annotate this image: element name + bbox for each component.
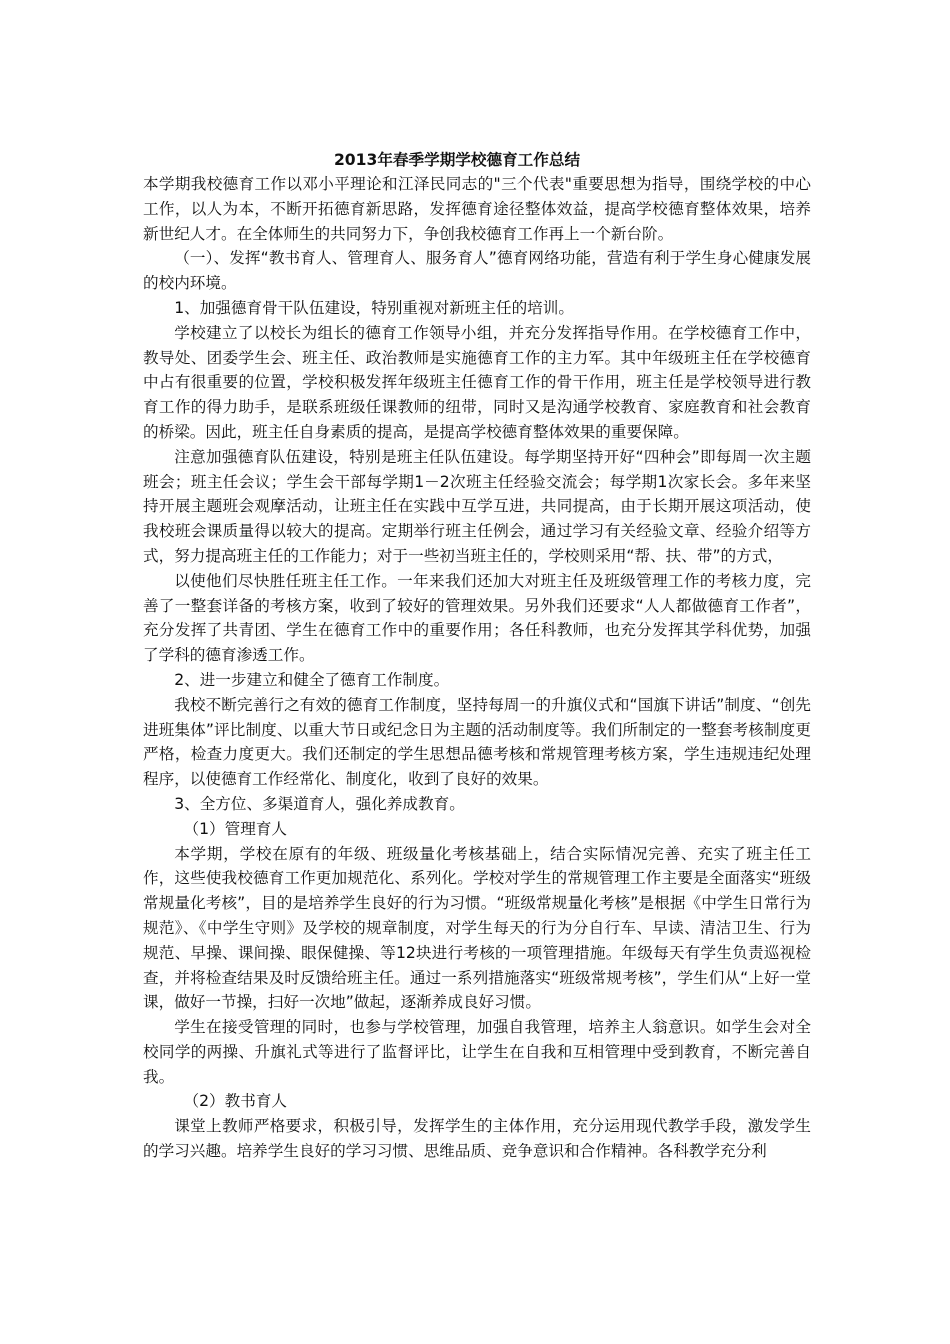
document-title: 2013年春季学期学校德育工作总结 — [333, 151, 581, 169]
subheading-3-1: （1）管理育人 — [183, 819, 288, 838]
document-body — [143, 148, 811, 1164]
paragraph-intro: 本学期我校德育工作以邓小平理论和江泽民同志的"三个代表"重要思想为指导，围绕学校的中心工作，以人为本，不断开拓德育新思路，发挥德育途径整体效益，提高学校德育整体效果，培养新世纪人才。在全体师生的共同努力下，争创我校德育工作再上一个新台阶。 — [143, 175, 811, 243]
paragraph-management: 本学期，学校在原有的年级、班级量化考核基础上，结合实际情况完善、充实了班主任工作，这些使我校德育工作更加规范化、系列化。学校对学生的常规管理工作主要是全面落实“班级常规量化考核”，目的是培养学生良好的行为习惯。“班级常规量化考核”是根据《中学生日常行为规范》、《中学生守则》及学校的规章制度，对学生每天的行为分自行车、早读、清洁卫生、行为规范、早操、课间操、眼保健操、等12块进行考核的一项管理措施。年级每天有学生负责巡视检查，并将检查结果及时反馈给班主任。通过一系列措施落实“班级常规考核”，学生们从“上好一堂课，做好一节操，扫好一次地”做起，逐渐养成良好习惯。 — [143, 844, 811, 1012]
subheading-2: 2、进一步建立和健全了德育工作制度。 — [174, 670, 450, 689]
subheading-3-2: （2）教书育人 — [183, 1092, 288, 1111]
subheading-3: 3、全方位、多渠道育人，强化养成教育。 — [174, 794, 465, 813]
paragraph-teaching: 课堂上教师严格要求，积极引导，发挥学生的主体作用，充分运用现代教学手段，激发学生的学习兴趣。培养学生良好的学习习惯、思维品质、竞争意识和合作精神。各科教学充分利 — [143, 1117, 811, 1161]
paragraph-team-building: 注意加强德育队伍建设，特别是班主任队伍建设。每学期坚持开好“四种会”即每周一次主题班会；班主任会议；学生会干部每学期1－2次班主任经验交流会；每学期1次家长会。多年来坚持开展主题班会观摩活动，让班主任在实践中互学互进，共同提高，由于长期开展这项活动，使我校班会课质量得以较大的提高。定期举行班主任例会，通过学习有关经验文章、经验介绍等方式，努力提高班主任的工作能力；对于一些初当班主任的，学校则采用“帮、扶、带”的方式， — [143, 447, 811, 565]
paragraph-leadership: 学校建立了以校长为组长的德育工作领导小组，并充分发挥指导作用。在学校德育工作中，教导处、团委学生会、班主任、政治教师是实施德育工作的主力军。其中年级班主任在学校德育中占有很重要的位置，学校积极发挥年级班主任德育工作的骨干作用，班主任是学校领导进行教育工作的得力助手，是联系班级任课教师的纽带，同时又是沟通学校教育、家庭教育和社会教育的桥梁。因此，班主任自身素质的提高，是提高学校德育整体效果的重要保障。 — [143, 323, 811, 441]
paragraph-assessment: 以使他们尽快胜任班主任工作。一年来我们还加大对班主任及班级管理工作的考核力度，完善了一整套详备的考核方案，收到了较好的管理效果。另外我们还要求“人人都做德育工作者”，充分发挥了共青团、学生在德育工作中的重要作用；各任科教师，也充分发挥其学科优势，加强了学科的德育渗透工作。 — [143, 571, 811, 665]
section-heading-1: （一）、发挥“教书育人、管理育人、服务育人”德育网络功能，营造有利于学生身心健康发展的校内环境。 — [143, 249, 811, 293]
subheading-1: 1、加强德育骨干队伍建设，特别重视对新班主任的培训。 — [174, 298, 574, 317]
paragraph-self-management: 学生在接受管理的同时，也参与学校管理，加强自我管理，培养主人翁意识。如学生会对全校同学的两操、升旗礼式等进行了监督评比，让学生在自我和互相管理中受到教育，不断完善自我。 — [143, 1018, 811, 1086]
paragraph-system: 我校不断完善行之有效的德育工作制度，坚持每周一的升旗仪式和“国旗下讲话”制度、“创先进班集体”评比制度、以重大节日或纪念日为主题的活动制度等。我们所制定的一整套考核制度更严格，检查力度更大。我们还制定的学生思想品德考核和常规管理考核方案，学生违规违纪处理程序，以使德育工作经常化、制度化，收到了良好的效果。 — [143, 695, 811, 789]
